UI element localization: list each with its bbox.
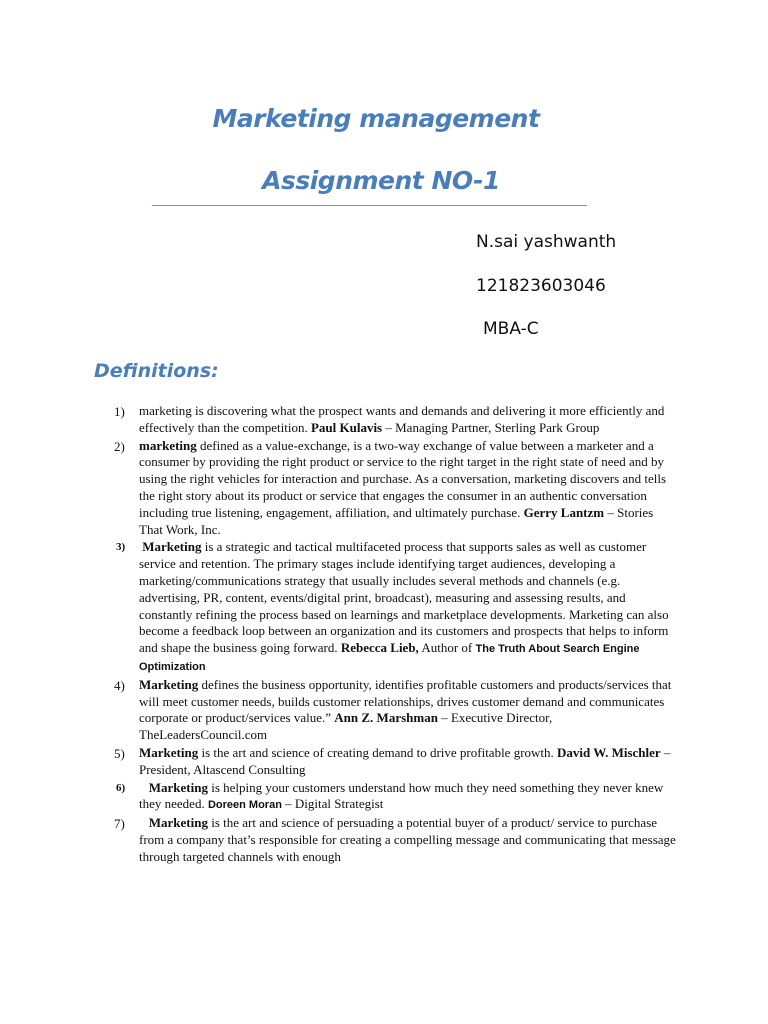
definition-item xyxy=(0,677,768,744)
definition-author: Gerry Lantzm xyxy=(523,504,605,520)
definition-lead: marketing xyxy=(139,437,197,453)
definition-item xyxy=(0,403,768,437)
definition-text xyxy=(139,815,679,865)
definition-author: Ann Z. Marshman xyxy=(334,710,438,726)
definition-affiliation: – Stories That Work, Inc. xyxy=(139,504,654,537)
definitions-list xyxy=(0,403,768,867)
definition-item xyxy=(0,438,768,539)
definition-number: 2) xyxy=(114,438,125,454)
definition-text xyxy=(139,403,679,437)
document-subtitle: Assignment NO-1 xyxy=(262,166,500,195)
definition-body: is the art and science of creating demand to drive profitable growth. xyxy=(198,744,558,760)
definition-body: is the art and science of persuading a potential buyer of a product/ service to purchase from a company that’s responsible for creating a compelling message and communicating that message through targeted channels with enough xyxy=(139,815,676,864)
definition-text xyxy=(139,539,679,675)
document-title: Marketing management xyxy=(212,104,540,133)
definition-item xyxy=(0,815,768,865)
definition-body: is helping your customers understand how much they need something they never knew they needed. xyxy=(139,779,664,812)
definition-body: defines the business opportunity, identifies profitable customers and products/services that will meet customer needs, builds customer relationships, drives customer demand and communicates corporate or product/services value.” xyxy=(139,676,672,726)
definition-text xyxy=(139,780,679,815)
definition-author: Paul Kulavis xyxy=(310,419,383,435)
definition-affiliation: – Digital Strategist xyxy=(281,796,384,812)
definition-author: Doreen Moran xyxy=(207,799,282,812)
author-name: N.sai yashwanth xyxy=(476,232,617,252)
definition-book-title: The Truth About Search Engine Optimization xyxy=(139,643,640,673)
definition-text xyxy=(139,438,679,539)
definition-item xyxy=(0,539,768,675)
definition-lead: Marketing xyxy=(148,779,208,795)
definition-text xyxy=(139,745,679,779)
definition-body: defined as a value-exchange, is a two-way exchange of value between a marketer and a consumer by providing the right product or service to the right target in the right state of need and by using the right vehicles for interaction and purchase. As a conversation, marketing discovers and tells the right story about its product or service that engages the consumer in an authentic conversation including true listening, engagement, affiliation, and ultimately purchase. xyxy=(139,437,667,520)
title-divider xyxy=(152,205,587,206)
author-program: MBA-C xyxy=(483,319,539,339)
definition-lead: Marketing xyxy=(139,676,199,692)
definition-affiliation: – President, Altascend Consulting xyxy=(139,744,671,777)
definition-lead: Marketing xyxy=(142,539,202,555)
definition-number: 4) xyxy=(114,677,125,693)
definition-lead: Marketing xyxy=(148,815,208,831)
definition-affiliation: Author of xyxy=(418,640,476,656)
definition-affiliation: – Executive Director, TheLeadersCouncil.com xyxy=(139,710,553,743)
definition-author: Rebecca Lieb, xyxy=(340,640,419,656)
definition-author: David W. Mischler xyxy=(557,744,661,760)
definition-number: 5) xyxy=(114,745,125,761)
definition-body: is a strategic and tactical multifaceted process that supports sales as well as customer service and retention. The primary stages include identifying target audiences, developing a marketing/communications strategy that usually includes several methods and channels (e.g. advertising, PR, content, events/digital print, broadcast), measuring and assessing results, and constantly refining the process based on learnings and marketplace developments. Marketing can also become a feedback loop between an organization and its customers and prospects that helps to inform and shape the business going forward. xyxy=(139,539,669,656)
author-id: 121823603046 xyxy=(476,276,606,296)
definition-affiliation: – Managing Partner, Sterling Park Group xyxy=(382,419,600,435)
definition-number: 3) xyxy=(116,541,126,554)
definition-item xyxy=(0,745,768,779)
definition-number: 1) xyxy=(114,404,125,419)
definition-text xyxy=(139,677,679,744)
definition-body: marketing is discovering what the prospect wants and demands and delivering it more efficiently and effectively than the competition. xyxy=(139,403,665,435)
definition-number: 6) xyxy=(116,781,126,794)
section-heading: Definitions: xyxy=(94,360,219,382)
definition-item xyxy=(0,780,768,815)
definition-number: 7) xyxy=(114,816,125,832)
definition-lead: Marketing xyxy=(139,744,199,760)
